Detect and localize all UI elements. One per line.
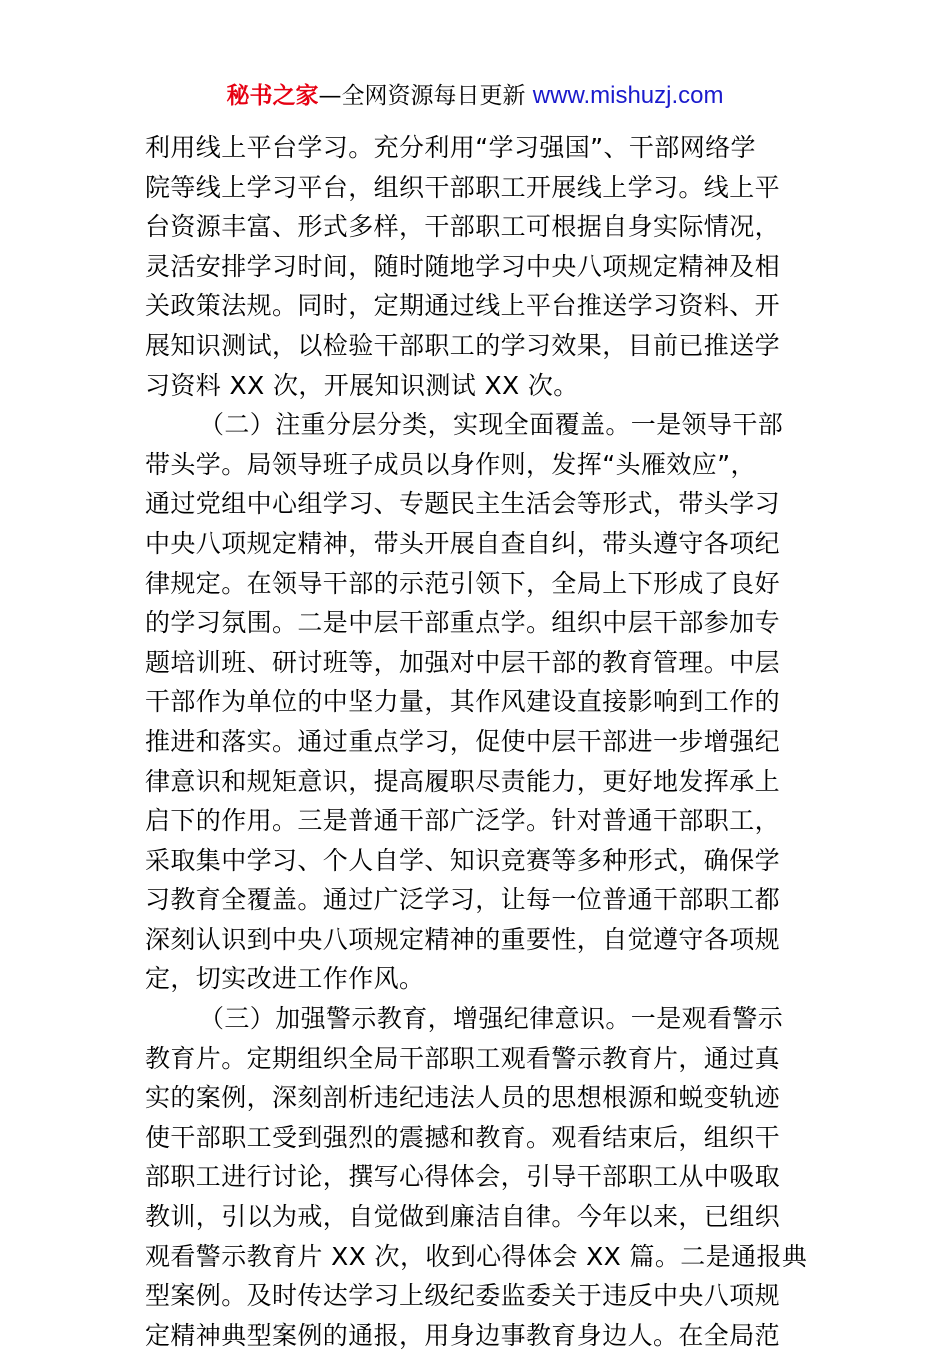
text-line: 灵活安排学习时间，随时随地学习中央八项规定精神及相 bbox=[145, 251, 781, 281]
text-line: 院等线上学习平台，组织干部职工开展线上学习。线上平 bbox=[145, 172, 781, 202]
text-line: 定，切实改进工作作风。 bbox=[145, 964, 425, 994]
text-line: 律意识和规矩意识，提高履职尽责能力，更好地发挥承上 bbox=[145, 766, 781, 796]
text-line: 实的案例，深刻剖析违纪违法人员的思想根源和蜕变轨迹 bbox=[145, 1083, 781, 1113]
text-line: 带头学。局领导班子成员以身作则，发挥“头雁效应”， bbox=[145, 449, 756, 479]
site-url-link[interactable]: www.mishuzj.com bbox=[532, 82, 724, 109]
text-line: 利用线上平台学习。充分利用“学习强国”、干部网络学 bbox=[145, 133, 756, 162]
text-line: 深刻认识到中央八项规定精神的重要性，自觉遵守各项规 bbox=[145, 924, 781, 954]
text-line: 部职工进行讨论，撰写心得体会，引导干部职工从中吸取 bbox=[145, 1162, 781, 1192]
section-heading-line: （二）注重分层分类，实现全面覆盖。一是领导干部 bbox=[199, 410, 784, 440]
text-line: 律规定。在领导干部的示范引领下，全局上下形成了良好 bbox=[145, 568, 781, 598]
text-line: 启下的作用。三是普通干部广泛学。针对普通干部职工， bbox=[145, 806, 781, 836]
text-line: 题培训班、研讨班等，加强对中层干部的教育管理。中层 bbox=[145, 647, 781, 677]
text-line: 型案例。及时传达学习上级纪委监委关于违反中央八项规 bbox=[145, 1281, 781, 1311]
text-line: 使干部职工受到强烈的震撼和教育。观看结束后，组织干 bbox=[145, 1122, 781, 1152]
text-line: 观看警示教育片 XX 次，收到心得体会 XX 篇。二是通报典 bbox=[145, 1241, 807, 1271]
text-line: 推进和落实。通过重点学习，促使中层干部进一步增强纪 bbox=[145, 726, 781, 756]
text-line: 干部作为单位的中坚力量，其作风建设直接影响到工作的 bbox=[145, 687, 781, 717]
text-line: 习资料 XX 次，开展知识测试 XX 次。 bbox=[145, 370, 579, 400]
header-tagline: —全网资源每日更新 bbox=[318, 83, 533, 109]
section-heading-line: （三）加强警示教育，增强纪律意识。一是观看警示 bbox=[199, 1004, 784, 1034]
text-line: 中央八项规定精神，带头开展自查自纠，带头遵守各项纪 bbox=[145, 528, 781, 558]
text-line: 的学习氛围。二是中层干部重点学。组织中层干部参加专 bbox=[145, 608, 781, 638]
brand-name: 秘书之家 bbox=[226, 83, 319, 109]
text-line: 展知识测试，以检验干部职工的学习效果，目前已推送学 bbox=[145, 330, 781, 360]
text-line: 关政策法规。同时，定期通过线上平台推送学习资料、开 bbox=[145, 291, 781, 321]
page-header bbox=[0, 80, 950, 112]
text-line: 教育片。定期组织全局干部职工观看警示教育片，通过真 bbox=[145, 1043, 781, 1073]
text-line: 定精神典型案例的通报，用身边事教育身边人。在全局范 bbox=[145, 1320, 781, 1350]
text-line: 台资源丰富、形式多样，干部职工可根据自身实际情况， bbox=[145, 212, 781, 242]
text-line: 采取集中学习、个人自学、知识竞赛等多种形式，确保学 bbox=[145, 845, 781, 875]
document-body bbox=[145, 128, 807, 1355]
text-line: 教训，引以为戒，自觉做到廉洁自律。今年以来，已组织 bbox=[145, 1202, 781, 1232]
text-line: 通过党组中心组学习、专题民主生活会等形式，带头学习 bbox=[145, 489, 781, 519]
text-line: 习教育全覆盖。通过广泛学习，让每一位普通干部职工都 bbox=[145, 885, 781, 915]
